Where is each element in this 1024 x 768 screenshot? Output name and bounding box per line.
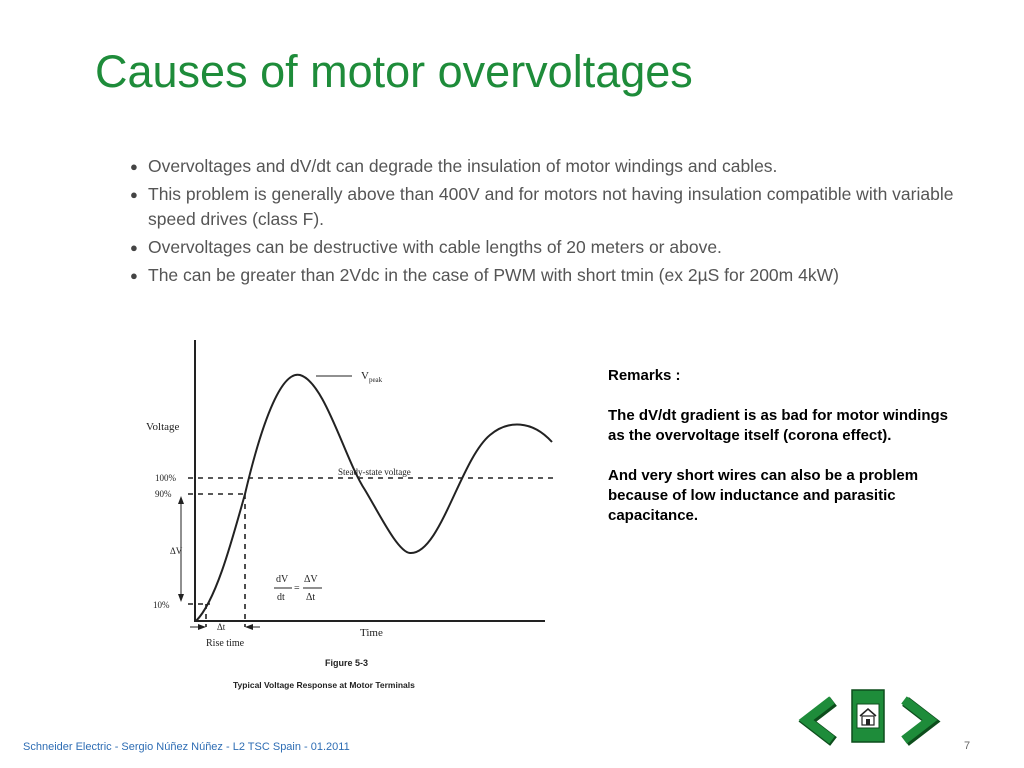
remarks-paragraph-2: And very short wires can also be a problem because of low inductance and parasitic capacitance. [608, 467, 919, 524]
delta-v-label: ΔV [170, 546, 183, 556]
bullet-dot: ● [130, 187, 138, 202]
bullet-dot: ● [130, 159, 138, 174]
prev-slide-button[interactable] [806, 700, 834, 742]
remarks-heading: Remarks : [608, 367, 681, 384]
slide-title: Causes of motor overvoltages [95, 46, 693, 97]
formula-delta-v: ΔV [304, 574, 318, 585]
tick-10-label: 10% [153, 600, 170, 610]
formula-delta-t: Δt [306, 592, 316, 603]
delta-v-arrow-head-top [178, 496, 184, 504]
bullet-item [130, 182, 1000, 232]
chevron-right-icon-face [904, 700, 930, 740]
figure-number: Figure 5-3 [325, 658, 369, 668]
voltage-response-figure [140, 330, 560, 695]
bullet-text: This problem is generally above than 400V and for motors not having insulation compatible with variable speed drives (class F). [148, 184, 954, 229]
delta-t-arrow-left-head [198, 624, 206, 630]
next-slide-button[interactable] [904, 700, 932, 742]
bullet-text: The can be greater than 2Vdc in the case of PWM with short tmin (ex 2µS for 200m 4kW) [148, 265, 839, 285]
x-axis-label: Time [360, 627, 383, 639]
delta-t-arrow-right-head [245, 624, 253, 630]
rise-time-label: Rise time [206, 638, 245, 649]
remarks-paragraph-1: The dV/dt gradient is as bad for motor windings as the overvoltage itself (corona effect). [608, 407, 949, 444]
bullet-dot: ● [130, 240, 138, 255]
tick-100-label: 100% [155, 473, 176, 483]
bullet-item [130, 235, 1000, 260]
bullet-text: Overvoltages can be destructive with cable lengths of 20 meters or above. [148, 237, 722, 257]
tick-90-label: 90% [155, 489, 172, 499]
figure-caption: Typical Voltage Response at Motor Terminals [233, 680, 415, 690]
home-icon [857, 704, 879, 728]
bullet-text: Overvoltages and dV/dt can degrade the insulation of motor windings and cables. [148, 156, 778, 176]
vpeak-sub: peak [368, 376, 383, 384]
bullet-item [130, 263, 1000, 288]
delta-t-label: Δt [217, 622, 226, 632]
formula-dt: dt [277, 592, 285, 603]
vpeak-v: V [361, 370, 369, 382]
slide-navigation [788, 688, 948, 750]
bullet-item [130, 154, 1000, 179]
slide-footer: Schneider Electric - Sergio Núñez Núñez - L2 TSC Spain - 01.2011 [23, 741, 350, 753]
chevron-left-icon-face [806, 700, 832, 740]
page-number: 7 [964, 740, 971, 752]
remarks-box [608, 366, 958, 546]
vpeak-label [361, 370, 383, 384]
steady-state-label: Steady-state voltage [338, 467, 411, 477]
home-button[interactable] [852, 690, 884, 742]
formula-dv: dV [276, 574, 289, 585]
bullet-list [130, 154, 1000, 291]
voltage-waveform [196, 375, 552, 621]
delta-v-arrow-head-bottom [178, 594, 184, 602]
bullet-dot: ● [130, 268, 138, 283]
y-axis-label: Voltage [146, 421, 180, 433]
formula-equals: = [294, 583, 300, 594]
